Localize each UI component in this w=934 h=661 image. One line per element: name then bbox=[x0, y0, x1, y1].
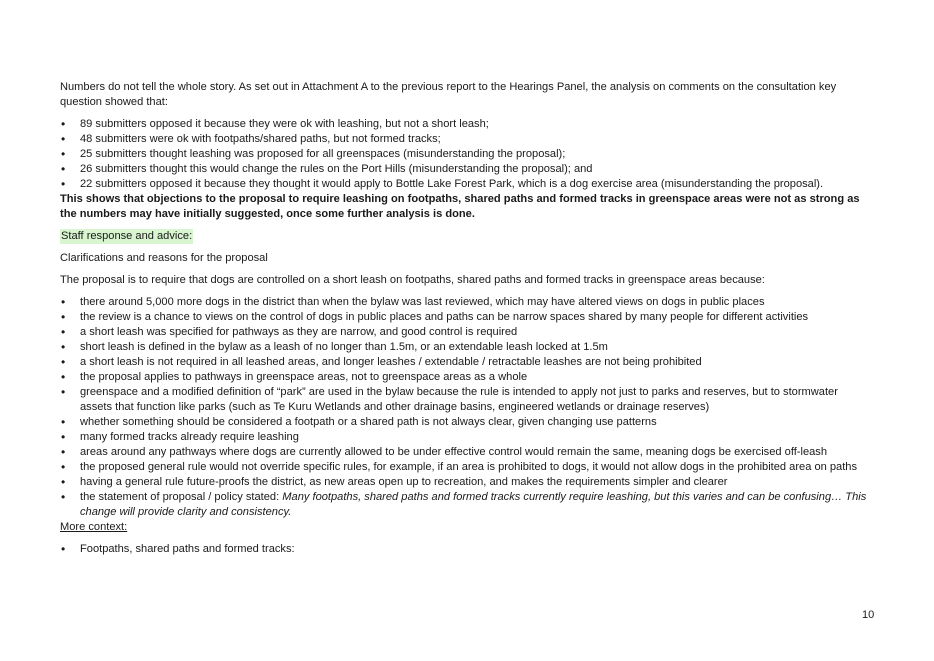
list-item: • short leash is defined in the bylaw as a leash of no longer than 1.5m, or an extendable leash locked at 1.5m bbox=[60, 340, 872, 355]
document-body bbox=[60, 80, 872, 557]
statement-quote: Many footpaths, shared paths and formed tracks currently require leashing, but this varies and can be confusing… This change will provide clarity and consistency. bbox=[80, 491, 867, 518]
list-item: • the proposal applies to pathways in greenspace areas, not to greenspace areas as a whole bbox=[60, 370, 872, 385]
page-number: 10 bbox=[862, 609, 875, 621]
list-item: • the review is a chance to views on the control of dogs in public places and paths can be narrow spaces shared by many people for different activities bbox=[60, 310, 872, 325]
proposal-paragraph: The proposal is to require that dogs are controlled on a short leash on footpaths, shared paths and formed tracks in greenspace areas because: bbox=[60, 274, 765, 286]
statement-prefix: the statement of proposal / policy stated: bbox=[80, 491, 283, 503]
list-item: • many formed tracks already require leashing bbox=[60, 430, 872, 445]
list-item: • 89 submitters opposed it because they were ok with leashing, but not a short leash; bbox=[60, 117, 872, 132]
list-item: • 26 submitters thought this would change the rules on the Port Hills (misunderstanding the proposal); and bbox=[60, 162, 872, 177]
list-item: • Footpaths, shared paths and formed tracks: bbox=[60, 542, 872, 557]
list-item: • 48 submitters were ok with footpaths/shared paths, but not formed tracks; bbox=[60, 132, 872, 147]
list-item: • areas around any pathways where dogs are currently allowed to be under effective control would remain the same, meaning dogs be exercised off-leash bbox=[60, 445, 872, 460]
intro-paragraph: Numbers do not tell the whole story. As set out in Attachment A to the previous report to the Hearings Panel, the analysis on comments on the consultation key question showed that: bbox=[60, 81, 837, 108]
list-item: • 22 submitters opposed it because they thought it would apply to Bottle Lake Forest Park, which is a dog exercise area (misunderstanding the proposal). bbox=[60, 177, 872, 192]
list-item: • having a general rule future-proofs the district, as new areas open up to recreation, and makes the requirements simpler and clearer bbox=[60, 475, 872, 490]
conclusion-paragraph: This shows that objections to the proposal to require leashing on footpaths, shared paths and formed tracks in greenspace areas were not as strong as the numbers may have initially suggested, once some further analysis is done. bbox=[60, 193, 860, 220]
more-context-list bbox=[60, 542, 872, 557]
staff-response-heading: Staff response and advice: bbox=[61, 230, 193, 242]
list-item: • a short leash is not required in all leashed areas, and longer leashes / extendable / retractable leashes are not being prohibited bbox=[60, 355, 872, 370]
submitter-analysis-list bbox=[60, 117, 872, 192]
list-item: • a short leash was specified for pathways as they are narrow, and good control is required bbox=[60, 325, 872, 340]
list-item: • the proposed general rule would not override specific rules, for example, if an area is prohibited to dogs, it would not allow dogs in the prohibited area on paths bbox=[60, 460, 872, 475]
list-item: • there around 5,000 more dogs in the district than when the bylaw was last reviewed, which may have altered views on dogs in public places bbox=[60, 295, 872, 310]
list-item: • 25 submitters thought leashing was proposed for all greenspaces (misunderstanding the proposal); bbox=[60, 147, 872, 162]
reasons-list bbox=[60, 295, 872, 520]
statement-list-item bbox=[60, 490, 872, 520]
more-context-heading: More context: bbox=[60, 521, 128, 533]
clarifications-heading: Clarifications and reasons for the proposal bbox=[60, 252, 268, 264]
list-item: • greenspace and a modified definition of “park” are used in the bylaw because the rule is intended to apply not just to parks and reserves, but to stormwater assets that function like parks (such as Te Kuru Wetlands and other drainage basins, engineered wetlands or drainage reserves) bbox=[60, 385, 872, 415]
list-item: • whether something should be considered a footpath or a shared path is not always clear, given changing use patterns bbox=[60, 415, 872, 430]
